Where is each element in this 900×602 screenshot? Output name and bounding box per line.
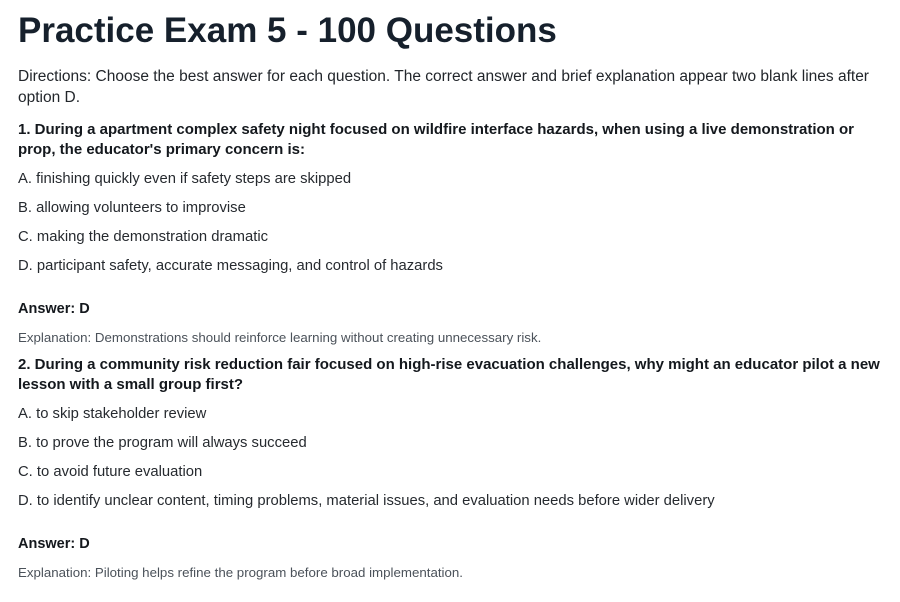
answer-label: Answer: D (18, 301, 90, 317)
answer-label: Answer: D (18, 536, 90, 552)
directions-text: Directions: Choose the best answer for each question. The correct answer and brief explanation appear two blank lines after option D. (18, 68, 869, 106)
option-a: A. to skip stakeholder review (18, 406, 207, 422)
question-text: 2. During a community risk reduction fair focused on high-rise evacuation challenges, why might an educator pilot a new lesson with a small group first? (18, 356, 880, 393)
blank-spacer (18, 276, 882, 300)
option-c: C. making the demonstration dramatic (18, 229, 269, 245)
explanation-text: Explanation: Piloting helps refine the program before broad implementation. (18, 565, 463, 580)
question-1 (18, 120, 882, 347)
option-b: B. to prove the program will always succeed (18, 435, 307, 451)
option-d: D. participant safety, accurate messaging, and control of hazards (18, 258, 443, 274)
question-2 (18, 355, 882, 582)
page-title: Practice Exam 5 - 100 Questions (18, 11, 557, 50)
explanation-text: Explanation: Demonstrations should reinforce learning without creating unnecessary risk. (18, 330, 542, 345)
option-d: D. to identify unclear content, timing problems, material issues, and evaluation needs before wider delivery (18, 493, 715, 509)
blank-spacer (18, 511, 882, 535)
option-b: B. allowing volunteers to improvise (18, 200, 246, 216)
option-c: C. to avoid future evaluation (18, 464, 203, 480)
question-text: 1. During a apartment complex safety night focused on wildfire interface hazards, when using a live demonstration or prop, the educator's primary concern is: (18, 121, 855, 158)
options-list (18, 405, 882, 511)
options-list (18, 170, 882, 276)
option-a: A. finishing quickly even if safety steps are skipped (18, 171, 352, 187)
